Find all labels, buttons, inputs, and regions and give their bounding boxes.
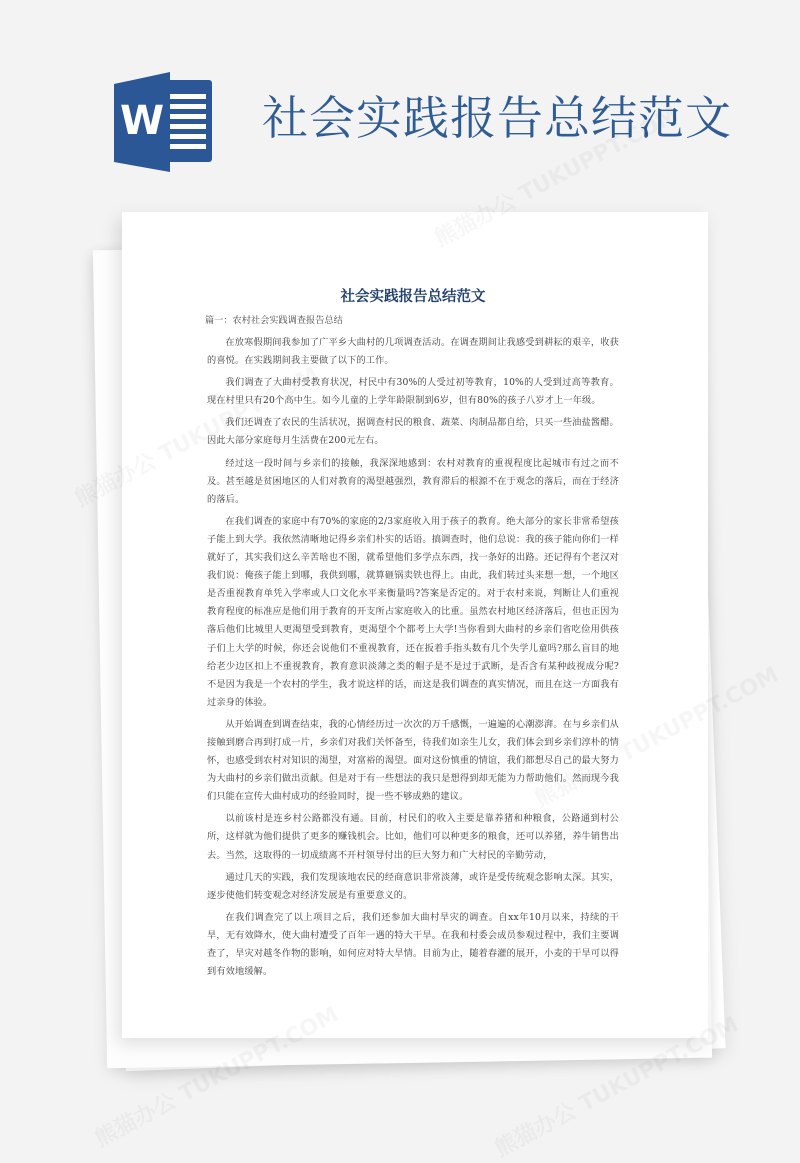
- paragraph: 经过这一段时间与乡亲们的接触，我深深地感到：农村对教育的重视程度比起城市有过之而不及。甚至越是贫困地区的人们对教育的渴望越强烈，教育滞后的根源不在于观念的落后，而在于经济的落后。: [207, 457, 619, 505]
- paragraph: 通过几天的实践，我们发现该地农民的经商意识非常淡薄，或许是受传统观念影响太深。其实，逐步使他们转变观念对经济发展是有重要意义的。: [207, 871, 619, 901]
- paragraph: 我们调查了大曲村受教育状况，村民中有30%的人受过初等教育，10%的人受到过高等教育。现在村里只有20个高中生。如今儿童的上学年龄限制到6岁，但有80%的孩子八岁才上一年级。: [207, 377, 619, 407]
- document-page: [122, 212, 708, 1038]
- document-title: 社会实践报告总结范文: [340, 289, 486, 305]
- banner-title: 社会实践报告总结范文: [262, 91, 732, 145]
- paragraph: 在放寒假期间我参加了广平乡大曲村的几项调查活动。在调查期间让我感受到耕耘的艰辛，收获的喜悦。在实践期间我主要做了以下的工作。: [207, 337, 619, 367]
- word-icon-letter: W: [119, 98, 165, 144]
- paragraph: 在我们调查的家庭中有70%的家庭的2/3家庭收入用于孩子的教育。绝大部分的家长非常希望孩子能上到大学。我依然清晰地记得乡亲们朴实的话语。搞调查时，他们总说：我的孩子能向你们一样就好了，其实我们这么辛苦啥也不图，就希望他们多学点东西，找一条好的出路。还记得有个老汉对我们说：俺孩子能上到哪，我供到哪，就算砸锅卖铁也得上。由此，我们转过头来想一想，一个地区是否重视教育单凭入学率或人口文化水平来衡量吗?答案是否定的。对于农村来说，判断让人们重视教育程度的标准应是他们用于教育的开支所占家庭收入的比重。虽然农村地区经济落后，但也正因为落后他们比城里人更渴望受到教育，更渴望个个都考上大学!当你看到大曲村的乡亲们省吃俭用供孩子们上大学的时候，你还会说他们不重视教育，还在扳着手指头数有几个失学儿童吗?那么盲目的地给老少边区扣上不重视教育，教育意识淡薄之类的帽子是不是过于武断，是否含有某种歧视成分呢?不是因为我是一个农村的学生，我才说这样的话，而这是我们调查的真实情况，而且在这一方面我有过亲身的体验。: [207, 515, 619, 708]
- paragraph: 在我们调查完了以上项目之后，我们还参加大曲村旱灾的调查。自xx年10月以来，持续的干旱，无有效降水，使大曲村遭受了百年一遇的特大干旱。在我和村委会成员参观过程中，我们主要调查了，旱灾对越冬作物的影响，如何应对特大旱情。目前为止，随着春灌的展开，小麦的干旱可以得到有效地缓解。: [207, 911, 619, 978]
- document-body: [207, 287, 619, 985]
- paragraph: 我们还调查了农民的生活状况，据调查村民的粮食、蔬菜、肉制品都自给，只买一些油盐酱醋。因此大部分家庭每月生活费在200元左右。: [207, 417, 619, 447]
- paragraph: 从开始调查到调查结束，我的心情经历过一次次的万千感慨，一遍遍的心潮澎湃。在与乡亲们从接触到磨合再到打成一片，乡亲们对我们关怀备至，待我们如亲生儿女，我们体会到乡亲们淳朴的情怀，也感受到农村对知识的渴望，对富裕的渴望。面对这份慎重的情谊，我们都想尽自己的最大努力为大曲村的乡亲们做出贡献。但是对于有一些想法的我只是想得到却无能为力帮助他们。然而现今我们只能在宣传大曲村成功的经验同时，提一些不够成熟的建议。: [207, 718, 619, 803]
- word-document-icon: [112, 72, 220, 172]
- banner-header: [0, 0, 800, 190]
- paragraph: 以前该村是连乡村公路都没有通。目前，村民们的收入主要是靠养猪和种粮食，公路通到村公所，这样就为他们提供了更多的赚钱机会。比如，他们可以种更多的粮食，还可以养猪，养牛销售出去。当然，这取得的一切成绩离不开村领导付出的巨大努力和广大村民的辛勤劳动，: [207, 813, 619, 861]
- document-subtitle: 篇一：农村社会实践调查报告总结: [205, 315, 343, 326]
